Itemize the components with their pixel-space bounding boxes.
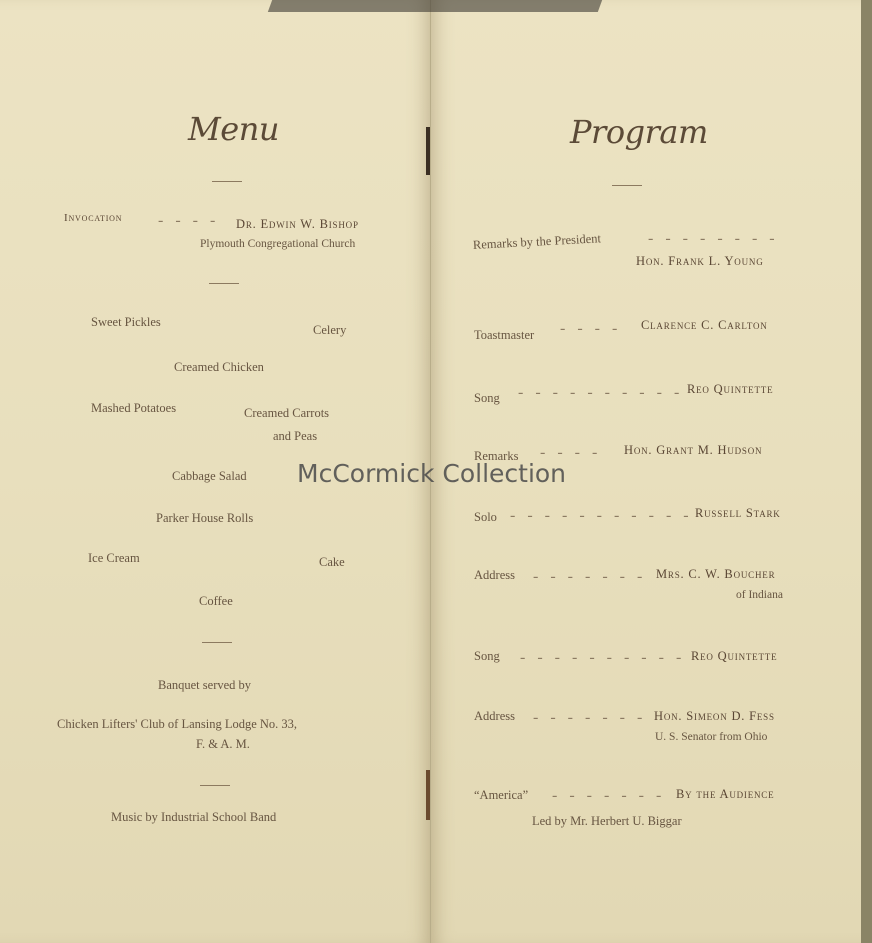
america-label: “America” [474,788,529,802]
song-label: Song [474,391,500,405]
america-leader: Led by Mr. Herbert U. Biggar [532,814,682,828]
menu-item-cabbage-salad: Cabbage Salad [172,469,247,483]
menu-item-sweet-pickles: Sweet Pickles [91,315,161,329]
banquet-served-by: Banquet served by [158,678,252,692]
leader-dots: - - - - - - - - - - [520,649,686,666]
music-credit: Music by Industrial School Band [111,810,277,824]
toastmaster-label: Toastmaster [474,328,535,342]
staple-bottom [426,770,430,820]
invocation-church: Plymouth Congregational Church [200,238,356,250]
leader-dots: - - - - - - - [552,787,666,804]
menu-item-celery: Celery [313,323,347,337]
remarks-speaker: Hon. Grant M. Hudson [624,443,763,457]
menu-item-coffee: Coffee [199,594,233,608]
address-label: Address [474,568,515,582]
chicken-lifters-club: Chicken Lifters' Club of Lansing Lodge No. 33, [57,717,298,731]
address-speaker-origin: of Indiana [736,589,783,601]
menu-item-ice-cream: Ice Cream [88,551,140,565]
address-label: Address [474,709,515,723]
address-speaker: Hon. Simeon D. Fess [654,709,775,723]
page-edge [861,0,872,943]
divider [209,283,239,284]
leader-dots: - - - - [560,320,622,337]
leader-dots: - - - - [540,444,602,461]
menu-item-mashed-potatoes: Mashed Potatoes [91,401,177,415]
address-speaker-title: U. S. Senator from Ohio [655,731,768,743]
staple-top [426,127,430,175]
leader-dots: - - - - - - - - - - [518,384,684,401]
leader-dots: - - - - - - - [533,568,647,585]
menu-item-creamed-chicken: Creamed Chicken [174,360,264,374]
address-speaker: Mrs. C. W. Boucher [656,567,776,581]
song-performer: Reo Quintette [691,649,778,663]
remarks-president-label: Remarks by the President [472,231,602,252]
invocation-name: Dr. Edwin W. Bishop [236,217,359,231]
song-label: Song [474,649,500,663]
menu-item-cake: Cake [319,555,345,569]
binding-top-shadow [268,0,602,12]
solo-label: Solo [474,510,497,524]
leader-dots: - - - - - - - - - - - [510,507,693,524]
toastmaster-name: Clarence C. Carlton [641,318,768,332]
divider [612,185,642,186]
menu-item-parker-house-rolls: Parker House Rolls [156,511,254,525]
watermark: McCormick Collection [297,459,567,488]
leader-dots: - - - - - - - [533,709,647,726]
menu-item-and-peas: and Peas [273,429,318,443]
song-performer: Reo Quintette [687,382,774,396]
fam: F. & A. M. [196,737,250,751]
solo-performer: Russell Stark [695,506,781,520]
remarks-president-name: Hon. Frank L. Young [636,254,764,268]
divider [212,181,242,182]
leader-dots: - - - - - - - - [648,230,779,247]
menu-item-creamed-carrots: Creamed Carrots [244,406,330,420]
invocation-label: Invocation [64,212,123,224]
divider [202,642,232,643]
leader-dots: - - - - [158,212,220,229]
divider [200,785,230,786]
menu-heading: Menu [188,110,279,148]
program-heading: Program [570,113,708,151]
remarks-label: Remarks [474,449,519,463]
america-performer: By the Audience [676,787,775,801]
